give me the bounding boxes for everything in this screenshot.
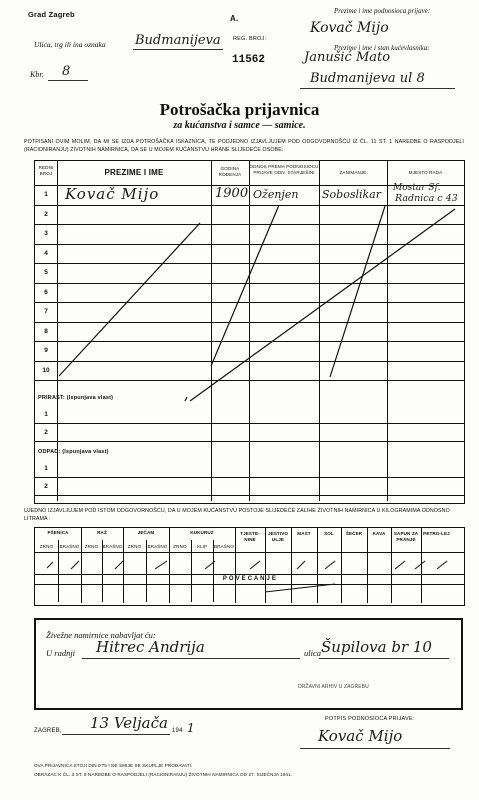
shop-label: U radnji [46,648,76,658]
archive-stamp: DRŽAVNI ARHIV U ZAGREBU [298,684,369,690]
date-underline [62,734,170,735]
row-number: 9 [44,347,48,354]
form-subtitle: za kućanstva i samce — samice. [173,120,306,131]
stock-group-header: TJESTE-NINE [240,531,260,542]
prirast-label: PRIRAST: (Ispunjava vlast) [38,395,114,401]
stock-group-header: SOL [324,531,334,536]
stock-subheader: ZRNO [127,544,142,549]
shop-underline [82,658,300,659]
extra-row-number: 2 [44,483,48,490]
supplier-street-label: ulica [304,648,321,658]
stock-group-header: JESTIVO ULJE [267,531,289,542]
landlord-label: Prezime i ime i stan kućevlasnika: [334,44,430,52]
member-1-workplace-line1: Mostar Sf. [393,183,441,193]
odpad-label: ODPAD: (Ispunjava vlast) [38,449,109,455]
col-header-occupation: ZANIMANJE [339,170,367,175]
member-1-name: Kovač Mijo [65,185,160,203]
row-number: 3 [44,230,48,237]
row-number: 2 [44,210,48,218]
street-value: Budmanijeva [135,33,221,48]
stock-group-header: SAPUN ZA PRANJE [393,531,419,542]
extra-row-number: 1 [44,465,48,472]
price-note: OVA PRIJAVNICA STOJI DIN 0'75 I NE SMIJE SE SKUPLJE PRODAVATI. [34,763,193,768]
stock-subheader: BRAŠNO [59,544,80,549]
stock-subheader: BRAŠNO [213,544,234,549]
stock-intro: UJEDNO IZJAVLJUJEM POD ISTOM ODGOVORNOŠĆU, DA U MOJEM KUĆANSTVU POSTOJE SLIJEDEĆE ZALIHE ŽIVOTNIH NAMIRNICA U KILOGRAMIMA ODNOSNO LITRAMA : [24,508,450,522]
signature-underline [300,748,450,749]
supplier-street-underline [319,658,449,659]
stock-subheader: BRAŠNO [102,544,123,549]
row-number: 5 [44,269,48,276]
col-header-year: GODINA ROĐENJA [218,166,242,177]
stock-table [34,527,465,606]
stock-group-header: KAVA [372,531,386,536]
stock-group-header: MAST [297,531,311,536]
stock-group-header: JEČAM [137,530,155,535]
street-label: Ulica, trg ili ina oznaka [34,40,106,49]
member-1-workplace-line2: Radnica c 43 [395,193,458,204]
row-number: 10 [42,366,50,374]
reg-number: 11562 [232,54,266,66]
landlord-underline [300,88,455,89]
stock-group-header: RAŽ [97,530,107,535]
col-header-num: REDNI BROJ [38,165,54,176]
landlord-address: Budmanijeva ul 8 [310,71,425,86]
place-label: ZAGREB, [34,728,62,734]
supplier-title: Živežne namirnice nabavljat ću: [46,630,156,640]
reg-number-label: REG. BROJ: [233,36,267,42]
col-header-workplace: MJESTO RADA [408,170,443,175]
stock-subheader: KLIP [196,544,208,549]
stock-dash-marks [35,528,464,605]
shop-value: Hitrec Andrija [96,638,205,656]
signature-value: Kovač Mijo [318,727,403,745]
regulation-note: OBRAZAC K ČL. 3 ST. 8 NAREDBE O RASPODJELI (RACIONIRANJU) ŽIVOTNIH NAMIRNICA OD 27. SIJEČNJA 1941. [34,772,293,777]
member-1-occupation: Soboslikar [322,188,381,201]
stock-subheader: ZRNO [84,544,99,549]
member-1-relation: Oženjen [253,188,299,201]
member-1-year: 1900 [215,186,249,201]
date-value: 13 Veljača [90,714,168,732]
form-letter: A. [230,14,239,23]
supplier-street-value: Šupilova br 10 [321,638,432,656]
form-title: Potrošačka prijavnica [159,100,320,119]
submitter-label: Prezime i ime podnosioca prijave: [334,7,431,15]
year-prefix: 194 [172,728,183,734]
povecanje-label: P O V E Ć A N J E [222,576,277,582]
landlord-name: Janušić Mato [304,50,391,65]
year-value: 1 [187,721,195,735]
stock-group-header: KUKURUZ [190,530,214,535]
house-number-value: 8 [62,64,71,79]
supplier-box [34,618,463,710]
stock-subheader: BRAŠNO [147,544,168,549]
signature-label: POTPIS PODNOSIOCA PRIJAVE: [325,716,415,722]
row-number: 8 [44,327,48,335]
declaration-text: POTPISANI OVIM MOLIM, DA MI SE IZDA POTROŠAČKA ISKAZNICA, TE PODJEDNO IZJAVLJUJEM POD ODGOVORNOŠĆU IZ ČL. 11 ST. 1 NAREDBE O RASPODJELI (RACIONIRANJU) ŽIVOTNIH NAMIRNICA, DA SE U MOJEM KUĆANSTVU HRANE SLIJEDEĆE OSOBE: [24,139,464,153]
submitter-value: Kovač Mijo [310,20,389,36]
extra-row-number: 2 [44,429,48,436]
house-number-underline [48,80,88,81]
members-table [34,160,465,504]
street-underline [133,49,223,50]
row-number: 4 [44,249,48,257]
col-header-relation: ODNOS PREMA PODNOSIOCU PRIJAVE ODN. STARJEŠINI [249,164,319,175]
extra-row-number: 1 [44,411,48,418]
stock-subheader: ZRNO [173,544,187,549]
stock-subheader: ZRNO [39,544,54,549]
stock-group-header: PŠENICA [47,530,69,535]
row-number: 6 [44,288,48,296]
row-number: 1 [44,191,48,198]
city-label: Grad Zagreb [28,10,75,19]
stock-group-header: PETRO-LEJ [423,531,450,536]
house-number-label: Kbr. [30,70,44,79]
row-number: 7 [44,308,48,315]
col-header-name: PREZIME I IME [104,168,164,177]
stock-group-header: ŠEĆER [345,531,363,536]
